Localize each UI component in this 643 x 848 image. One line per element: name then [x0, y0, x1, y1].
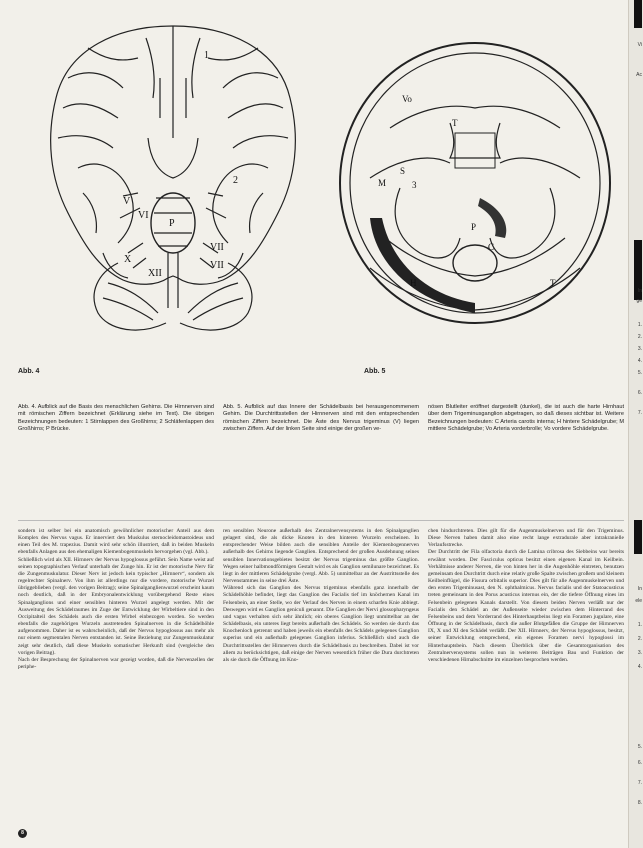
caption-figure-5: Abb. 5. Aufblick auf das Innere der Schädelbasis bei herausgenommenem Gehirn. Die Durchtrittsstellen der Hirnnerven sind mit den entsprechenden römischen Ziffern bezeichnet. Die Äste des Nervus trigeminus (V) liegen zwischen Ziffern. Auf der linken Seite sind einige der großen ve-: [223, 404, 419, 433]
edge-mark: 1.: [637, 622, 642, 628]
figure-5-skull-base: [330, 38, 620, 328]
divider: [18, 520, 624, 521]
edge-mark: 4.: [637, 664, 642, 670]
fig4-mark-VII: VII: [210, 242, 224, 253]
adjacent-page-edge: [628, 0, 643, 848]
fig5-mark-P: P: [471, 222, 477, 232]
fig4-mark-1: 1: [204, 50, 209, 61]
caption-figure-5-continued: nösen Blutleiter eröffnet dargestellt (dunkel), die ist auch die harte Hirnhaut über dem Trigeminusganglion abgetragen, so daß dieses sichtbar ist. Weitere Bezeichnungen bedeuten: C Arteria carotis interna; H hintere Schädelgrube; M mittlere Schädelgrube; Vo Arteria vorderbrolle; Vo vordere Schädelgrube.: [428, 404, 624, 433]
edge-mark: In: [637, 288, 642, 294]
fig4-mark-P: P: [169, 218, 175, 229]
edge-mark: 1.: [637, 322, 642, 328]
figure-4-brain-base: [28, 18, 318, 348]
edge-mark: 8.: [637, 800, 642, 806]
edge-mark: 6.: [637, 390, 642, 396]
figure-4-label: Abb. 4: [18, 368, 40, 375]
edge-mark: 5.: [637, 370, 642, 376]
fig4-mark-VI: VI: [138, 210, 149, 221]
edge-mark: In: [637, 586, 642, 592]
edge-mark: 7.: [637, 780, 642, 786]
fig4-mark-VII-right: VII: [210, 260, 224, 271]
body-column-1: sondern ist selber bei ein anatomisch gewöhnlicher motorischer Anteil aus dem Komplex des Nervus vagus. Er innerviert den Muskulus sternocleidomastoideus und einen Teil des M. trapezius. Damit wird sehr schön illustriert, daß in beiden Muskeln ebenfalls Anlagen aus den ehemaligen Kiemenbogenmuskeln hervorgehen (vgl. Abb.). Schließlich wird als XII. Hirnnerv der Nervus hypoglossus geführt. Sein Name weist auf seinen topographischen Verlauf unterhalb der Zunge hin. Er ist der motorische Nerv für die Zungenmuskulatur. Dieser Nerv ist jedoch kein typischer „Hirnnerv“, sondern als regelrechter Spinalnerv. Von ihm ist allerdings nur die vordere, motorische Wurzel übriggeblieben (vergl. den vorigen Beitrag); seine Spinalganglienwurzel erscheint kaum noch deutlich, daß in der Embryonalentwicklung vorübergehend Reste eines Spinalganglions und einer sensiblen hinteren Wurzel angelegt werden. Mit der Ausweitung des Schädelraumes im Zuge der Entwicklung der Wirbeltiere sind in den Occipitalteil des Schädels auch die ersten Wirbel einbezogen worden. So werden ebenfalls die zugehörigen Wurzeln austretenden Spinalnerven in die Schädelhöhle aufgenommen. Daher ist es wahrscheinlich, daß der Nervus hypoglossus aus mehr als nur einem segmentalen Nerven entstanden ist. Seine Beziehung zur Zungenmuskulatur zeigt sehr deutlich, daß diese Muskeln somatischer Herkunft sind (vergleiche den vorigen Beitrag). Nach der Besprechung der Spinalnerven war gezeigt worden, daß die Nervenzellen der periphe-: [18, 528, 214, 670]
fig5-mark-S: S: [400, 166, 406, 176]
fig5-mark-M: M: [378, 178, 387, 188]
edge-mark: ele: [635, 598, 642, 604]
fig5-mark-T2: T: [550, 278, 556, 288]
fig5-mark-3: 3: [412, 180, 417, 190]
edge-mark: 5.: [637, 744, 642, 750]
fig4-mark-V: V: [123, 196, 131, 207]
fig5-mark-Vo: Vo: [402, 94, 412, 104]
edge-mark: 3.: [637, 650, 642, 656]
edge-mark: ge: [636, 298, 642, 304]
body-column-2: ren sensiblen Neurone außerhalb des Zentralnervensystems in den Spinalganglien gelagert sind, die als dicke Knoten in den hinteren Wurzeln erscheinen. In entsprechender Weise bilden auch die sensiblen Anteile der Kiemenbogennerven außerhalb des Gehirns liegende Ganglien. Entsprechend der großen Ausdehnung seines sensiblen Innervationsgebietes besitzt der Nervus trigeminus das größte Ganglion. Wegen seiner halbmondförmigen Gestalt wird es als Ganglion semilunare bezeichnet. Es liegt in der mittleren Schädelgrube (vergl. Abb. 5) unmittelbar an der Austrittsstelle des Nervenstammes in seine drei Äste. Während sich das Ganglion des Nervus trigeminus ebenfalls ganz innerhalb der Schädelhöhle befindet, liegt das Ganglion des Facialis tief im knöchernen Kanal im Felsenbein, an einer Stelle, wo der Verlauf des Nerven in einem scharfen Knie abbiegt. Deswegen wird es Ganglion geniculi genannt. Die Ganglien der Nervi glossopharyngeus und vagus verhalten sich sehr ähnlich; ein oberes Ganglion liegt unmittelbar an der Schädelbasis, ein unteres liegt bereits außerhalb des Schädels. So werden sie durch das Knochenloch getrennt und haben jeweils ein ebenfalls des Schädels gelegenes Ganglion superius und ein außerhalb gelegenes Ganglion inferius. Schließlich sind auch die Durchtrittsstellen der Hirnnerven durch die Schädelbasis zu beschreiben. Dabei ist vor allem zu berücksichtigen, daß einige der Nerven wesentlich früher die Dura durchtreten als sie durch die Öffnung im Kno-: [223, 528, 419, 663]
fig4-mark-XII: XII: [148, 268, 162, 279]
edge-mark: 2.: [637, 334, 642, 340]
figure-5-label: Abb. 5: [364, 368, 386, 375]
edge-black-bar-low: [634, 520, 642, 554]
edge-mark: 4.: [637, 358, 642, 364]
edge-mark: Vi: [637, 42, 642, 48]
edge-mark: Ac: [636, 72, 642, 78]
fig4-mark-X: X: [124, 254, 132, 265]
edge-mark: 3.: [637, 346, 642, 352]
page-marker: 8: [18, 829, 27, 838]
fig5-mark-T: T: [452, 118, 458, 128]
edge-mark: 2.: [637, 636, 642, 642]
brain-base-illustration: [28, 18, 318, 348]
edge-black-bar-top: [634, 0, 642, 28]
skull-base-illustration: [330, 38, 620, 328]
edge-mark: 7.: [637, 410, 642, 416]
fig5-mark-H: H: [410, 278, 417, 288]
edge-mark: 6.: [637, 760, 642, 766]
body-column-3: chen hindurchtreten. Dies gilt für die Augenmuskelnerven und für den Trigeminus. Diese Nerven haben damit also eine recht lange extradurale aber intrakranielle Verlaufsstrecke. Der Durchtritt der Fila olfactoria durch die Lamina cribrosa des Siebbeins war bereits erwähnt worden. Der Fasciculus opticus besitzt einen eigenen Kanal im Keilbein. Verhältnisse anderer Nerven, die von hinten her in die Augenhöhle eintreten, benutzen gemeinsam den Durchtritt durch eine relativ große Spalte zwischen großem und kleinem Keilbeinflügel, die Fissura orbitalis superior. Dies gilt für alle Augenmuskelnerven und den ersten Trigeminusast, den N. ophthalmicus. Nervus facialis und der Statoacusticus treten gemeinsam in den Porus acusticus internus ein, der die tiefere Öffnung eines im Felsenbein gelegenen Kanals darstellt. Von diesem beiden Nerven verläßt nur der Facialis den Schädel an der Außenseite wieder zwischen dem Hinterrand des Felsenbeins und dem Vorderrand des Hinterhauptbeins liegt ein Foramen jugulare, eine Öffnung in der Schädelbasis, durch die außer Blutgefäßen die Gruppe der Hirnnerven IX, X und XI den Schädel verläßt. Der XII. Hirnnerv, der Nervus hypoglossus, besitzt, seiner Entwicklung entsprechend, ein eigenes Foramen nervi hypoglossi im Hinterhauptsbein. Nach diesem Überblick über die Gesamtorganisation des Zentralnervensystems sollen nun in weiteren Beiträgen Bau und Funktion der verschiedenen Hirnabschnitte im einzelnen besprochen werden.: [428, 528, 624, 663]
caption-figure-4: Abb. 4. Aufblick auf die Basis des menschlichen Gehirns. Die Hirnnerven sind mit römischen Ziffern bezeichnet (Erklärung siehe im Text). Die übrigen Bezeichnungen bedeuten: 1 Stirnlappen des Großhirns; 2 Schläfenlappen des Großhirns; P Brücke.: [18, 404, 214, 433]
fig4-mark-2: 2: [233, 175, 238, 186]
fig5-mark-C: C: [488, 242, 495, 252]
